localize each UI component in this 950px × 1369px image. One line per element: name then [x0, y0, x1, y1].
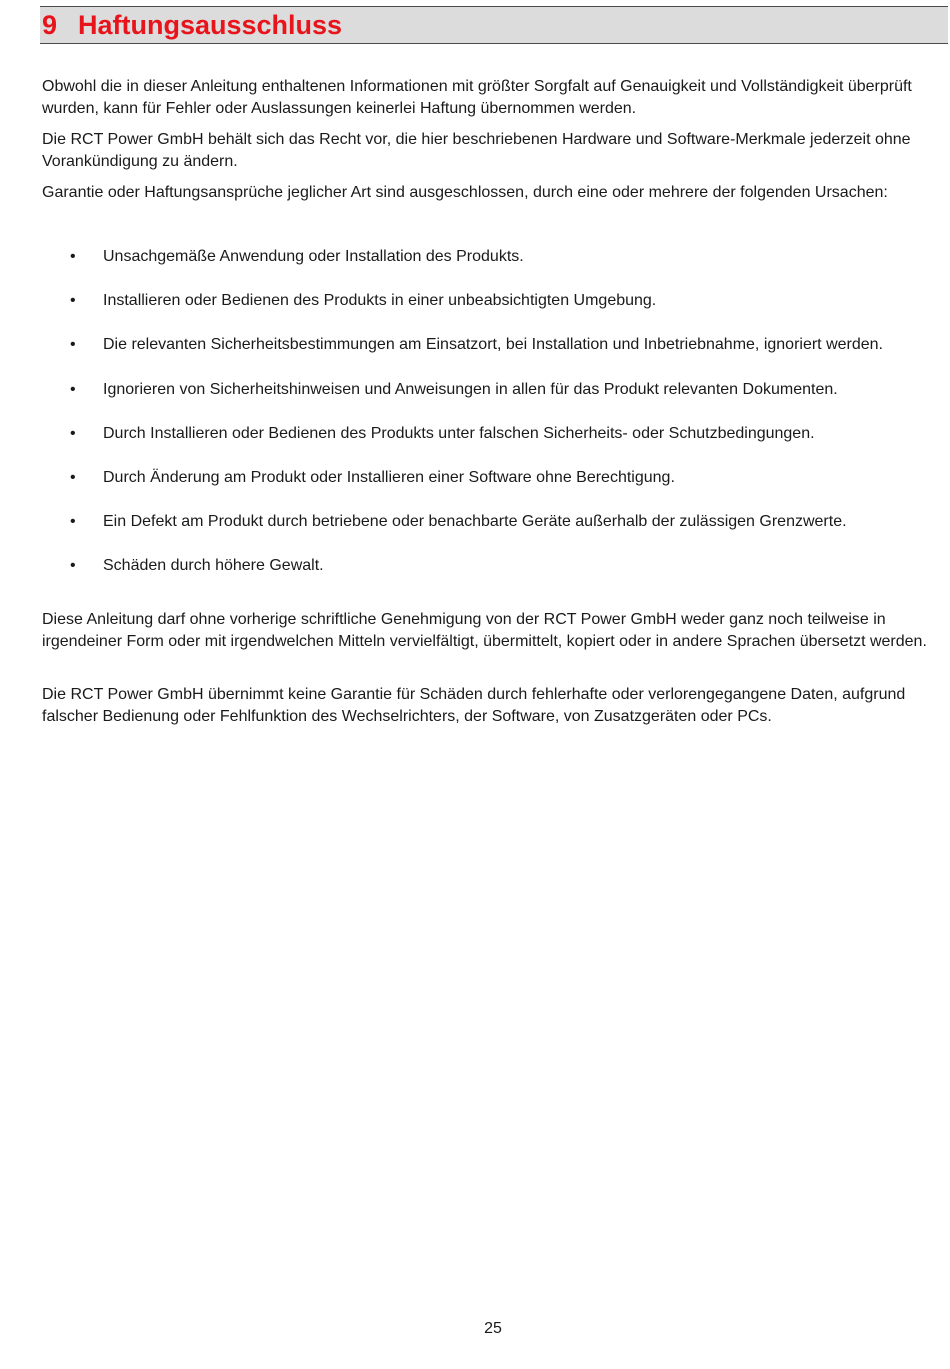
list-item	[42, 423, 942, 467]
list-item-text: Durch Änderung am Produkt oder Installieren einer Software ohne Berechtigung.	[103, 468, 675, 486]
bullet-icon: •	[70, 248, 76, 265]
bullet-icon: •	[70, 468, 76, 486]
paragraph-data-loss-disclaimer: Die RCT Power GmbH übernimmt keine Garantie für Schäden durch fehlerhafte oder verlorengegangene Daten, aufgrund falscher Bedienung oder Fehlfunktion des Wechselrichters, der Software, von Zusatzgeräten oder PCs.	[42, 686, 906, 725]
list-item-text: Die relevanten Sicherheitsbestimmungen am Einsatzort, bei Installation und Inbetriebnahme, ignoriert werden.	[103, 336, 883, 354]
bullet-icon: •	[70, 513, 76, 531]
list-item	[42, 379, 942, 423]
list-item-text: Installieren oder Bedienen des Produkts in einer unbeabsichtigten Umgebung.	[103, 292, 657, 310]
section-number: 9	[42, 9, 58, 40]
list-item-text: Ein Defekt am Produkt durch betriebene oder benachbarte Geräte außerhalb der zulässigen Grenzwerte.	[103, 513, 847, 531]
paragraph-right-to-change: Die RCT Power GmbH behält sich das Recht vor, die hier beschriebenen Hardware und Software-Merkmale jederzeit ohne Vorankündigung zu ändern.	[42, 131, 911, 170]
bullet-icon: •	[70, 292, 76, 310]
exclusion-cause-list	[42, 246, 942, 600]
bullet-icon: •	[70, 380, 76, 398]
list-item	[42, 555, 942, 599]
list-item	[42, 290, 942, 334]
list-item-text: Schäden durch höhere Gewalt.	[103, 557, 324, 575]
section-title: Haftungsausschluss	[78, 9, 343, 40]
paragraph-accuracy-disclaimer: Obwohl die in dieser Anleitung enthaltenen Informationen mit größter Sorgfalt auf Genauigkeit und Vollständigkeit überprüft wurden, kann für Fehler oder Auslassungen keinerlei Haftung übernommen werden.	[42, 78, 912, 117]
paragraph-reproduction-notice: Diese Anleitung darf ohne vorherige schriftliche Genehmigung von der RCT Power GmbH weder ganz noch teilweise in irgendeiner Form oder mit irgendwelchen Mitteln vervielfältigt, übermittelt, kopiert oder in andere Sprachen übersetzt werden.	[42, 611, 927, 650]
section-heading	[40, 6, 948, 44]
list-item-text: Unsachgemäße Anwendung oder Installation des Produkts.	[103, 248, 524, 265]
bullet-icon: •	[70, 424, 76, 442]
page-number: 25	[484, 1320, 502, 1337]
list-item-text: Ignorieren von Sicherheitshinweisen und Anweisungen in allen für das Produkt relevanten Dokumenten.	[103, 380, 838, 398]
bullet-icon: •	[70, 336, 76, 354]
list-item-text: Durch Installieren oder Bedienen des Produkts unter falschen Sicherheits- oder Schutzbedingungen.	[103, 424, 815, 442]
list-item	[42, 246, 942, 290]
list-item	[42, 467, 942, 511]
list-item	[42, 334, 942, 378]
paragraph-exclusion-intro: Garantie oder Haftungsansprüche jeglicher Art sind ausgeschlossen, durch eine oder mehrere der folgenden Ursachen:	[42, 184, 888, 201]
list-item	[42, 511, 942, 555]
bullet-icon: •	[70, 557, 76, 575]
